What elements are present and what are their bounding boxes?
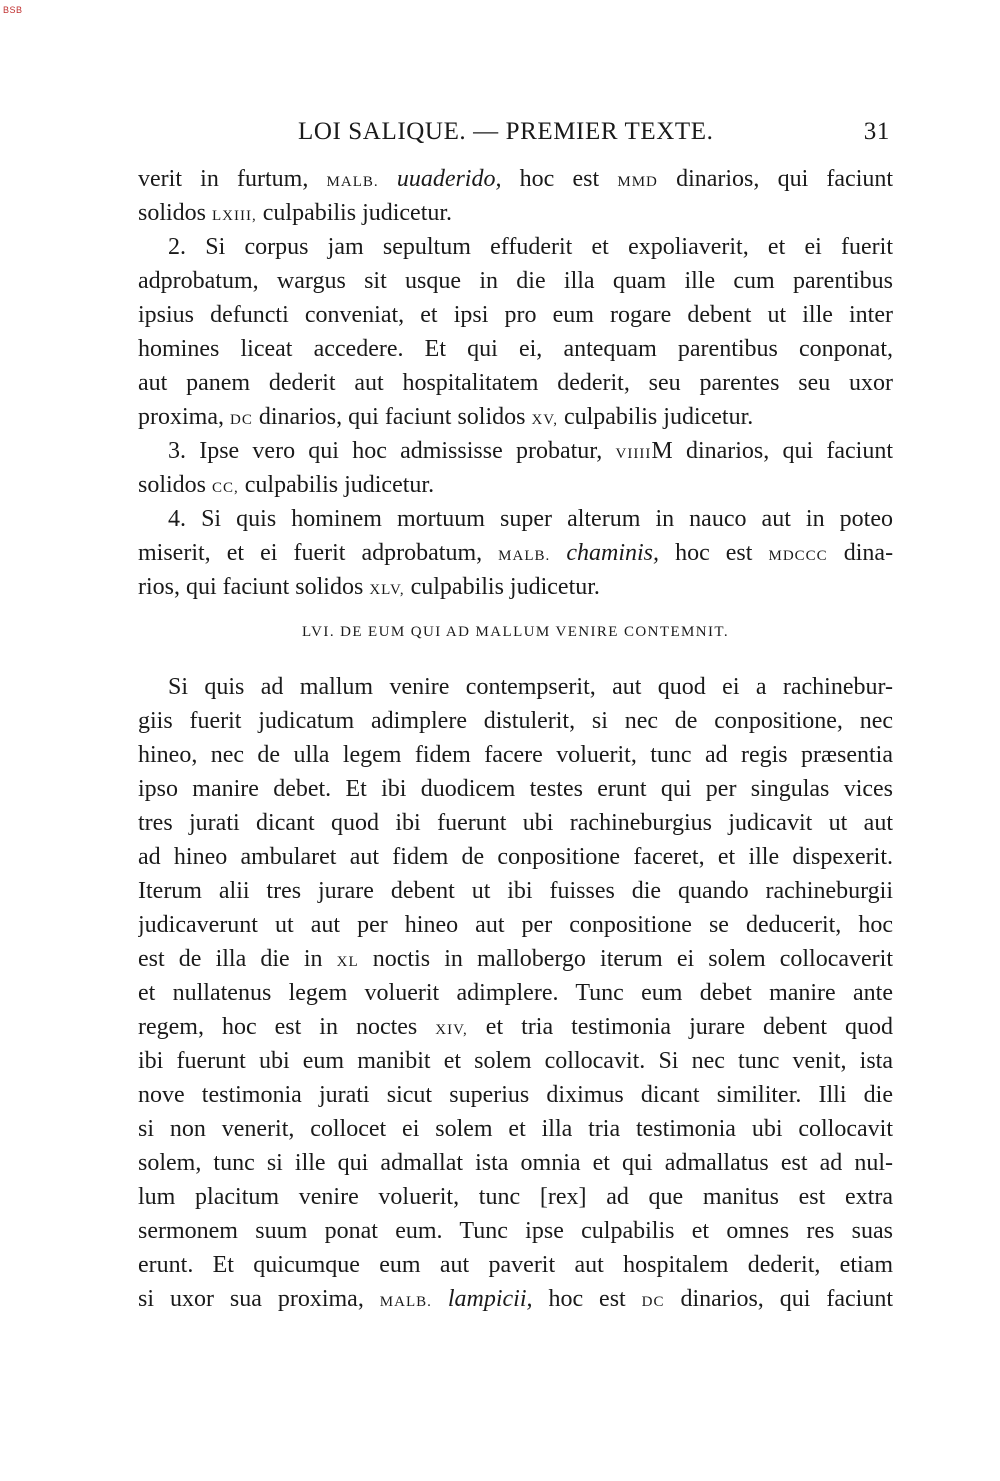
- text-line: Si quis ad mallum venire contempserit, aut quod ei a rachinebur-: [168, 674, 893, 700]
- text-line: Iterum alii tres jurare debent ut ibi fuisses die quando rachineburgii: [138, 878, 893, 904]
- text-line: ibi fuerunt ubi eum manibit et solem collocavit. Si nec tunc venit, ista: [138, 1048, 893, 1074]
- page-header: [298, 118, 896, 154]
- text-line: 2. Si corpus jam sepultum effuderit et expoliaverit, et ei fuerit: [168, 234, 893, 260]
- text-line: solidos CC, culpabilis judicetur.: [138, 472, 435, 498]
- text-line: aut panem dederit aut hospitalitatem dederit, seu parentes seu uxor: [138, 370, 893, 396]
- text-line: giis fuerit judicatum adimplere distulerit, si nec de conpositione, nec: [138, 708, 893, 734]
- numeral: LXIII,: [212, 208, 257, 224]
- text-line: ipsius defuncti conveniat, et ipsi pro eum rogare debent ut ille inter: [138, 302, 893, 328]
- text-line: et nullatenus legem voluerit adimplere. Tunc eum debet manire ante: [138, 980, 893, 1006]
- numeral: XIV,: [435, 1022, 468, 1038]
- numeral: MDCCC: [768, 548, 828, 564]
- text-line: tres jurati dicant quod ibi fuerunt ubi rachineburgius judicavit ut aut: [138, 810, 893, 836]
- text-line: verit in furtum, MALB. uuaderido, hoc est MMD dinarios, qui faciunt: [138, 166, 893, 192]
- numeral: MMD: [617, 174, 658, 190]
- text-line: si non venerit, collocet ei solem et illa tria testimonia ubi collocavit: [138, 1116, 893, 1142]
- text-line: erunt. Et quicumque eum aut paverit aut hospitalem dederit, etiam: [138, 1252, 893, 1278]
- malberg-gloss: uuaderido,: [396, 166, 502, 192]
- malberg-gloss: chaminis,: [566, 540, 659, 566]
- text-line: 4. Si quis hominem mortuum super alterum in nauco aut in poteo: [168, 506, 893, 532]
- text-line: ad hineo ambularet aut fidem de conpositione faceret, et ille dispexerit.: [138, 844, 893, 870]
- numeral: DC: [641, 1294, 665, 1310]
- text-line: lum placitum venire voluerit, tunc [rex] ad que manitus est extra: [138, 1184, 893, 1210]
- chapter-heading: LVI. DE EUM QUI AD MALLUM VENIRE CONTEMNIT.: [302, 624, 729, 640]
- malberg-gloss: lampicii,: [447, 1286, 533, 1312]
- text-line: miserit, et ei fuerit adprobatum, MALB. chaminis, hoc est MDCCC dina-: [138, 540, 893, 566]
- text-line: proxima, DC dinarios, qui faciunt solidos XV, culpabilis judicetur.: [138, 404, 754, 430]
- text-line: homines liceat accedere. Et qui ei, antequam parentibus conponat,: [138, 336, 893, 362]
- text-line: ipso manire debet. Et ibi duodicem testes erunt qui per singulas vices: [138, 776, 893, 802]
- text-line: solidos LXIII, culpabilis judicetur.: [138, 200, 453, 226]
- numeral: XLV,: [369, 582, 405, 598]
- text-line: adprobatum, wargus sit usque in die illa quam ille cum parentibus: [138, 268, 893, 294]
- text-line: rios, qui faciunt solidos XLV, culpabilis judicetur.: [138, 574, 600, 600]
- library-stamp: BSB: [3, 5, 23, 15]
- text-line: si uxor sua proxima, MALB. lampicii, hoc est DC dinarios, qui faciunt: [138, 1286, 893, 1312]
- numeral: DC: [229, 412, 253, 428]
- numeral: XV,: [531, 412, 558, 428]
- running-title: LOI SALIQUE. — PREMIER TEXTE.: [298, 118, 714, 145]
- numeral: VIIII: [615, 446, 652, 462]
- text-line: est de illa die in XL noctis in mallobergo iterum ei solem collocaverit: [138, 946, 893, 972]
- text-line: solem, tunc si ille qui admallat ista omnia et qui admallatus est ad nul-: [138, 1150, 893, 1176]
- text-line: hineo, nec de ulla legem fidem facere voluerit, tunc ad regis præsentia: [138, 742, 893, 768]
- numeral: CC,: [212, 480, 239, 496]
- malberg-gloss-marker: MALB.: [326, 174, 379, 190]
- numeral: XL: [336, 954, 359, 970]
- text-line: regem, hoc est in noctes XIV, et tria testimonia jurare debent quod: [138, 1014, 893, 1040]
- page-number: 31: [863, 118, 890, 145]
- malberg-gloss-marker: MALB.: [498, 548, 551, 564]
- malberg-gloss-marker: MALB.: [379, 1294, 432, 1310]
- text-line: sermonem suum ponat eum. Tunc ipse culpabilis et omnes res suas: [138, 1218, 893, 1244]
- text-line: 3. Ipse vero qui hoc admississe probatur, VIIIIM dinarios, qui faciunt: [168, 438, 893, 464]
- text-line: judicaverunt ut aut per hineo aut per conpositione se deducerit, hoc: [138, 912, 893, 938]
- text-line: nove testimonia jurati sicut superius diximus dicant similiter. Illi die: [138, 1082, 893, 1108]
